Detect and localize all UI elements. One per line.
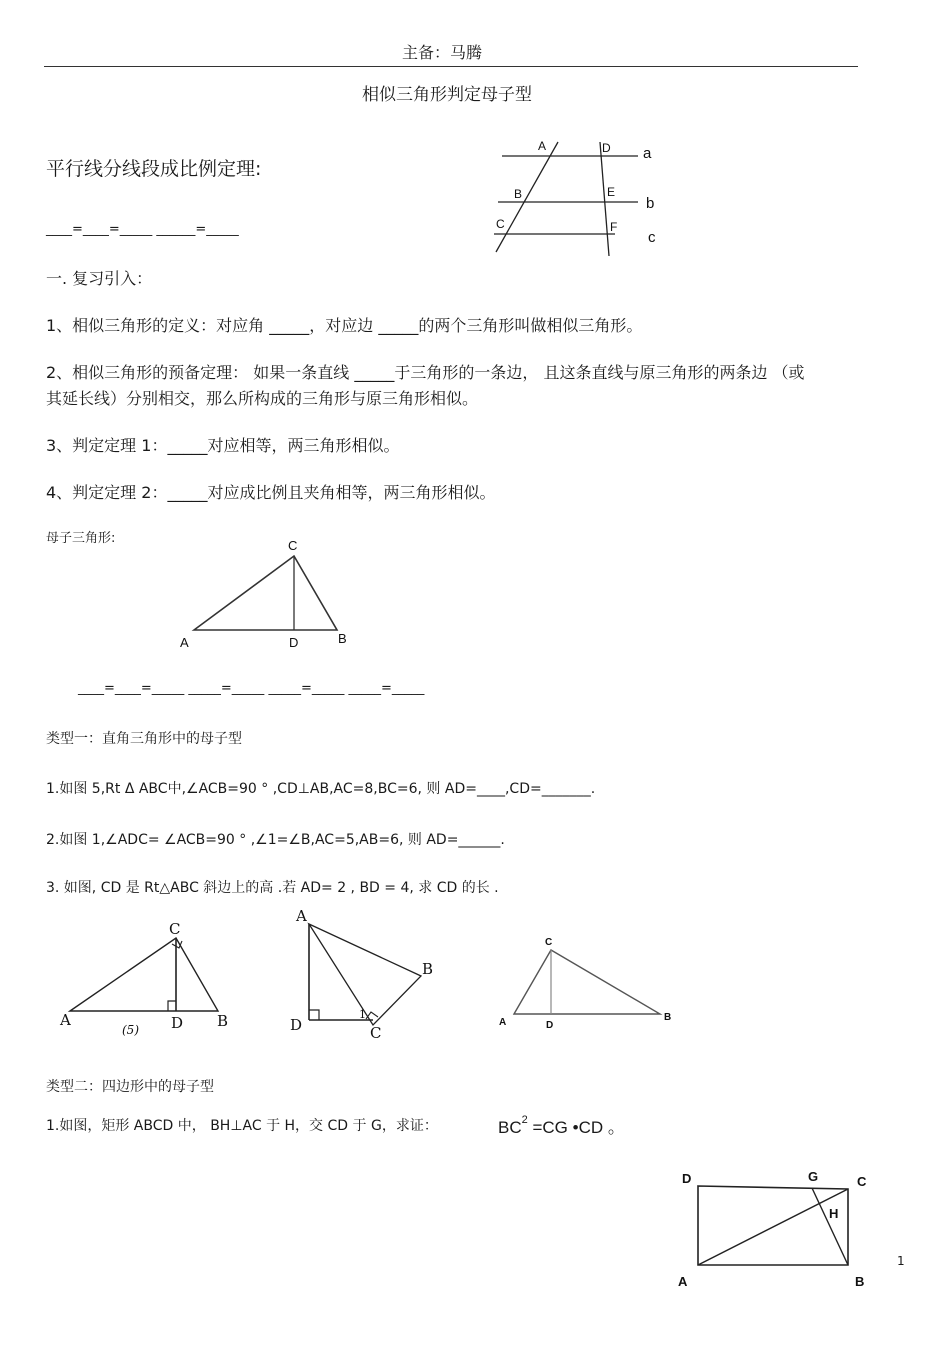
label-D: D <box>682 1171 692 1186</box>
header-author: 主备：马腾 <box>402 43 483 62</box>
triangle-ABC <box>194 556 337 630</box>
label-A: A <box>296 907 307 925</box>
review-item-2-line1: 2、相似三角形的预备定理： 如果一条直线 _____于三角形的一条边， 且这条直线与原三角形的两条边 （或 <box>46 363 805 382</box>
segment-BG <box>812 1188 848 1265</box>
type1-figure-3 <box>494 932 684 1032</box>
type1-question-3: 3. 如图, CD 是 Rt△ABC 斜边上的高 .若 AD= 2 , BD = 4, 求 CD 的长 . <box>46 880 499 896</box>
type2-rectangle-figure <box>672 1166 882 1290</box>
right-angle-mark-D <box>309 1010 319 1020</box>
review-item-3: 3、判定定理 1：_____对应相等，两三角形相似。 <box>46 436 400 455</box>
page-title: 相似三角形判定母子型 <box>362 85 532 105</box>
label-D: D <box>602 141 611 155</box>
triangle-ABC <box>514 950 660 1014</box>
label-B: B <box>217 1012 229 1030</box>
parallel-lines-figure <box>490 136 670 261</box>
label-B: B <box>338 631 347 646</box>
label-a: a <box>643 145 652 162</box>
parallel-blanks: ____=____=_____ ______=_____ <box>46 222 239 237</box>
label-A: A <box>60 1011 71 1029</box>
label-D: D <box>290 1016 303 1034</box>
header-divider <box>44 66 858 67</box>
label-A: A <box>538 139 547 153</box>
type1-figure-1 <box>58 918 238 1040</box>
review-item-4: 4、判定定理 2：_____对应成比例且夹角相等，两三角形相似。 <box>46 483 496 502</box>
review-heading: 一. 复习引入： <box>46 269 153 288</box>
label-B: B <box>855 1274 865 1289</box>
label-C: C <box>370 1024 382 1042</box>
label-G: G <box>808 1169 819 1184</box>
review-item-1: 1、相似三角形的定义：对应角 _____，对应边 _____的两个三角形叫做相似三角形。 <box>46 316 643 335</box>
label-one: 1 <box>359 1008 366 1021</box>
mother-child-triangle-figure <box>170 535 360 655</box>
label-C: C <box>496 217 505 231</box>
label-A: A <box>678 1274 688 1289</box>
label-D: D <box>546 1020 554 1031</box>
label-F: F <box>610 220 618 234</box>
label-B: B <box>422 960 434 978</box>
diagonal-AC <box>698 1189 848 1265</box>
label-b: b <box>646 195 655 212</box>
type1-figure-2 <box>288 906 448 1042</box>
type2-formula <box>498 1113 625 1138</box>
label-c: c <box>648 229 656 246</box>
type1-question-1: 1.如图 5,Rt Δ ABC中,∠ACB=90 ° ,CD⊥AB,AC=8,BC=6, 则 AD=____,CD=_______. <box>46 781 596 797</box>
triangle <box>70 938 218 1011</box>
formula-rest: =CG •CD 。 <box>527 1118 625 1137</box>
mother-child-heading: 母子三角形: <box>46 531 116 546</box>
label-H: H <box>829 1206 839 1221</box>
label-D: D <box>289 635 299 650</box>
label-C: C <box>857 1174 867 1189</box>
formula-base: BC <box>498 1118 522 1137</box>
parallel-heading: 平行线分线段成比例定理: <box>46 158 262 180</box>
label-C: C <box>169 920 181 938</box>
transversal-right <box>600 142 609 256</box>
type2-heading: 类型二：四边形中的母子型 <box>46 1079 214 1095</box>
label-B: B <box>664 1012 672 1023</box>
label-A: A <box>180 635 189 650</box>
type2-question-1: 1.如图，矩形 ABCD 中， BH⊥AC 于 H，交 CD 于 G，求证： <box>46 1118 438 1134</box>
type1-heading: 类型一：直角三角形中的母子型 <box>46 731 242 747</box>
label-A: A <box>499 1017 507 1028</box>
formula-exponent: 2 <box>521 1114 528 1127</box>
review-item-2-line2: 其延长线）分别相交，那么所构成的三角形与原三角形相似。 <box>46 389 479 408</box>
label-E: E <box>607 185 616 199</box>
type1-question-2: 2.如图 1,∠ADC= ∠ACB=90 ° ,∠1=∠B,AC=5,AB=6, 则 AD=______. <box>46 832 505 848</box>
label-C: C <box>545 937 553 948</box>
label-D: D <box>171 1014 184 1032</box>
mother-child-blanks: ____=____=_____ _____=_____ _____=_____ _____=_____ <box>78 681 425 696</box>
page-number: 1 <box>897 1254 905 1268</box>
label-B: B <box>514 187 523 201</box>
right-angle-mark-D <box>168 1001 176 1011</box>
label-C: C <box>288 538 298 553</box>
figure-note: (5) <box>122 1023 139 1037</box>
transversal-left <box>496 142 558 252</box>
